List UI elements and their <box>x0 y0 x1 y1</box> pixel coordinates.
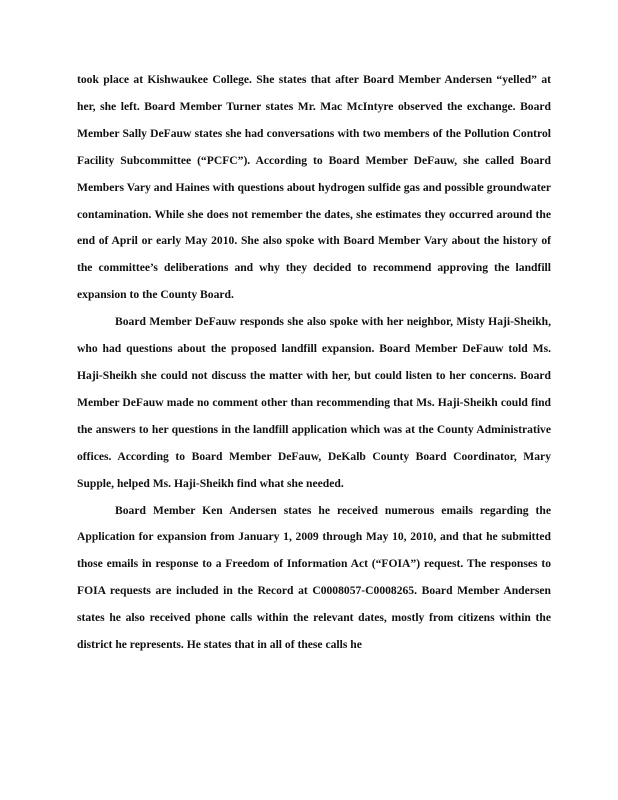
paragraph-2: Board Member DeFauw responds she also spoke with her neighbor, Misty Haji-Sheikh, who had questions about the proposed landfill expansion. Board Member DeFauw told Ms. Haji-Sheikh she could not discuss the matter with her, but could listen to her concerns. Board Member DeFauw made no comment other than recommending that Ms. Haji-Sheikh could find the answers to her questions in the landfill application which was at the County Administrative offices. According to Board Member DeFauw, DeKalb County Board Coordinator, Mary Supple, helped Ms. Haji-Sheikh find what she needed. <box>77 315 551 490</box>
body-text <box>77 67 551 659</box>
paragraph-3: Board Member Ken Andersen states he received numerous emails regarding the Application for expansion from January 1, 2009 through May 10, 2010, and that he submitted those emails in response to a Freedom of Information Act (“FOIA”) request. The responses to FOIA requests are included in the Record at C0008057-C0008265. Board Member Andersen states he also received phone calls within the relevant dates, mostly from citizens within the district he represents. He states that in all of these calls he <box>77 503 551 652</box>
paragraph-1: took place at Kishwaukee College. She states that after Board Member Andersen “yelled” at her, she left. Board Member Turner states Mr. Mac McIntyre observed the exchange. Board Member Sally DeFauw states she had conversations with two members of the Pollution Control Facility Subcommittee (“PCFC”). According to Board Member DeFauw, she called Board Members Vary and Haines with questions about hydrogen sulfide gas and possible groundwater contamination. While she does not remember the dates, she estimates they occurred around the end of April or early May 2010. She also spoke with Board Member Vary about the history of the committee’s deliberations and why they decided to recommend approving the landfill expansion to the County Board. <box>77 73 551 302</box>
